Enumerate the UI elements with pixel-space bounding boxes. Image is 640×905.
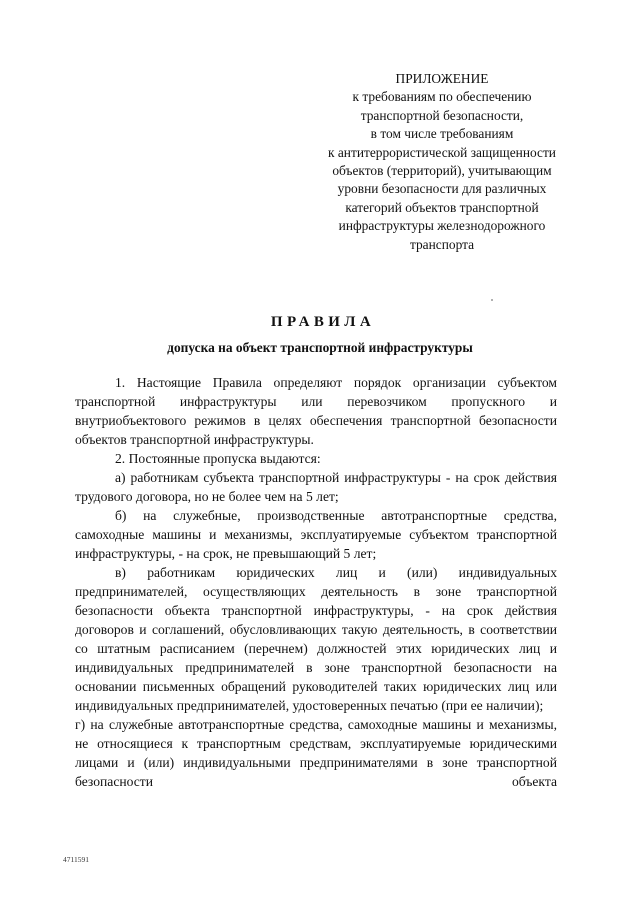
appendix-line: уровни безопасности для различных: [337, 181, 547, 197]
document-title: ПРАВИЛА: [270, 314, 376, 330]
appendix-line: транспорта: [409, 236, 475, 252]
appendix-line: транспортной безопасности,: [360, 107, 524, 123]
paragraph-1: 1. Настоящие Правила определяют порядок организации субъектом транспортной инфраструктуры или перевозчиком пропускного и внутриобъектового режимов в целях обеспечения транспортной безопасности объектов транспортной инфраструктуры.: [75, 375, 557, 447]
paragraph-2: 2. Постоянные пропуска выдаются:: [115, 451, 321, 466]
appendix-line: категорий объектов транспортной: [345, 199, 539, 215]
document-subtitle: допуска на объект транспортной инфраструктуры: [167, 340, 473, 355]
paragraph-2b: б) на служебные, производственные автотранспортные средства, самоходные машины и механизмы, эксплуатируемые субъектом транспортной инфраструктуры, - на срок, не превышающий 5 лет;: [75, 508, 557, 561]
appendix-line: инфраструктуры железнодорожного: [338, 218, 546, 234]
paragraph-2a: а) работникам субъекта транспортной инфраструктуры - на срок действия трудового договора, но не более чем на 5 лет;: [75, 470, 557, 504]
appendix-line: к антитеррористической защищенности: [328, 144, 556, 160]
appendix-line: ПРИЛОЖЕНИЕ: [395, 71, 489, 86]
document-body: [75, 373, 557, 791]
appendix-header: [288, 70, 596, 254]
paragraph-2v: в) работникам юридических лиц и (или) индивидуальных предпринимателей, осуществляющих деятельность в зоне транспортной безопасности объекта транспортной инфраструктуры, - на срок действия договоров и соглашений, обусловливающих такую деятельность, в соответствии со штатным расписанием (перечнем) должностей этих юридических лиц и индивидуальных предпринимателей в зоне транспортной безопасности на основании письменных обращений руководителей таких юридических лиц или индивидуальных предпринимателей, удостоверенных печатью (при ее наличии);: [75, 565, 557, 713]
appendix-line: к требованиям по обеспечению: [352, 89, 532, 105]
appendix-line: объектов (территорий), учитывающим: [332, 163, 552, 179]
footer-code: 4711591: [63, 855, 89, 864]
paragraph-2g: г) на служебные автотранспортные средства, самоходные машины и механизмы, не относящиеся к транспортным средствам, эксплуатируемые юридическими лицами и (или) индивидуальными предпринимателями в зоне транспортной безопасности объекта: [75, 717, 557, 789]
appendix-line: в том числе требованиям: [370, 126, 514, 142]
scan-speck: [491, 299, 493, 301]
